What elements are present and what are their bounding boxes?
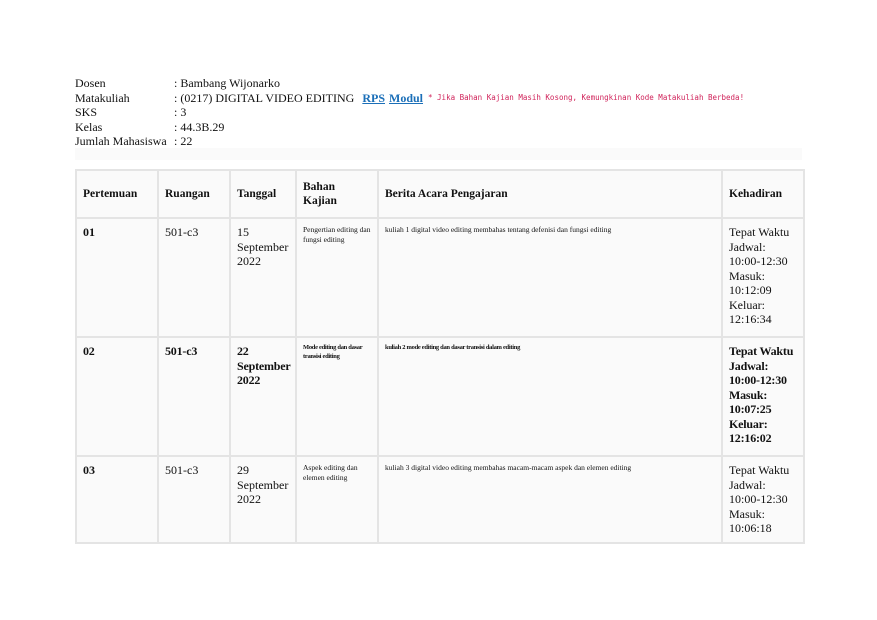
kelas-row (75, 120, 744, 135)
kelas-value: : 44.3B.29 (174, 119, 225, 134)
cell-tanggal (230, 337, 296, 456)
cell-bahan-kajian: Pengertian editing dan fungsi editing (296, 218, 378, 337)
jumlah-value: : 22 (174, 134, 193, 148)
date-day: 22 (237, 344, 249, 358)
cell-bahan-kajian: Mode editing dan dasar transisi editing (296, 337, 378, 456)
cell-berita-acara: kuliah 2 mode editing dan dasar transisi dalam editing (378, 337, 722, 456)
course-links (362, 91, 427, 106)
table-row (76, 337, 804, 456)
cell-kehadiran (722, 337, 804, 456)
masuk-value: 10:12:09 (729, 283, 772, 297)
sks-label: SKS (75, 105, 98, 119)
cell-tanggal (230, 218, 296, 337)
table-row (76, 456, 804, 543)
cell-kehadiran (722, 456, 804, 543)
header-tanggal: Tanggal (230, 170, 296, 218)
cell-tanggal (230, 456, 296, 543)
table-header-row (76, 170, 804, 218)
header-ruangan: Ruangan (158, 170, 230, 218)
cell-ruangan: 501-c3 (158, 456, 230, 543)
masuk-label: Masuk: (729, 268, 765, 283)
rps-link[interactable]: RPS (362, 90, 385, 105)
date-year: 2022 (237, 254, 261, 268)
jumlah-row (75, 134, 744, 149)
dosen-value: : Bambang Wijonarko (174, 76, 280, 90)
cell-berita-acara: kuliah 1 digital video editing membahas tentang defenisi dan fungsi editing (378, 218, 722, 337)
keluar-label: Keluar: (729, 297, 765, 312)
cell-ruangan: 501-c3 (158, 337, 230, 456)
masuk-value: 10:06:18 (729, 521, 772, 535)
kelas-label: Kelas (75, 119, 103, 134)
course-info (75, 76, 744, 149)
warning-note: * Jika Bahan Kajian Masih Kosong, Kemungkinan Kode Matakuliah Berbeda! (428, 92, 745, 102)
header-pertemuan: Pertemuan (76, 170, 158, 218)
sks-value: : 3 (174, 105, 187, 119)
matakuliah-value: : (0217) DIGITAL VIDEO EDITING (174, 90, 355, 105)
attendance-status: Tepat Waktu (729, 225, 790, 239)
date-day: 29 (237, 463, 249, 477)
header-berita-acara: Berita Acara Pengajaran (378, 170, 722, 218)
jumlah-label: Jumlah Mahasiswa (75, 134, 167, 148)
cell-ruangan: 501-c3 (158, 218, 230, 337)
matakuliah-label: Matakuliah (75, 90, 130, 105)
masuk-label: Masuk: (729, 506, 765, 521)
attendance-status: Tepat Waktu (729, 344, 794, 358)
jadwal-value: 10:00-12:30 (729, 254, 788, 268)
sks-row (75, 105, 744, 120)
date-month: September (237, 477, 289, 492)
cell-bahan-kajian: Aspek editing dan elemen editing (296, 456, 378, 543)
cell-pertemuan: 01 (76, 218, 158, 337)
masuk-label: Masuk: (729, 387, 768, 402)
date-day: 15 (237, 225, 249, 239)
cell-kehadiran (722, 218, 804, 337)
header-bahan-line2: Kajian (303, 195, 337, 207)
matakuliah-row (75, 91, 744, 106)
jadwal-value: 10:00-12:30 (729, 492, 788, 506)
keluar-value: 12:16:02 (729, 431, 772, 445)
cell-pertemuan: 03 (76, 456, 158, 543)
date-month: September (237, 239, 289, 254)
modul-link[interactable]: Modul (389, 90, 424, 105)
date-month: September (237, 358, 291, 373)
header-kehadiran: Kehadiran (722, 170, 804, 218)
divider-band (75, 148, 802, 160)
date-year: 2022 (237, 492, 261, 506)
jadwal-label: Jadwal: (729, 358, 769, 373)
attendance-table (75, 169, 805, 544)
dosen-row (75, 76, 744, 91)
jadwal-value: 10:00-12:30 (729, 373, 787, 387)
dosen-label: Dosen (75, 76, 106, 90)
attendance-status: Tepat Waktu (729, 463, 790, 477)
cell-pertemuan: 02 (76, 337, 158, 456)
jadwal-label: Jadwal: (729, 477, 766, 492)
keluar-label: Keluar: (729, 416, 768, 431)
cell-berita-acara: kuliah 3 digital video editing membahas macam-macam aspek dan elemen editing (378, 456, 722, 543)
header-bahan-kajian (296, 170, 378, 218)
header-bahan-line1: Bahan (303, 181, 335, 193)
keluar-value: 12:16:34 (729, 312, 772, 326)
date-year: 2022 (237, 373, 261, 387)
jadwal-label: Jadwal: (729, 239, 766, 254)
table-row (76, 218, 804, 337)
masuk-value: 10:07:25 (729, 402, 772, 416)
